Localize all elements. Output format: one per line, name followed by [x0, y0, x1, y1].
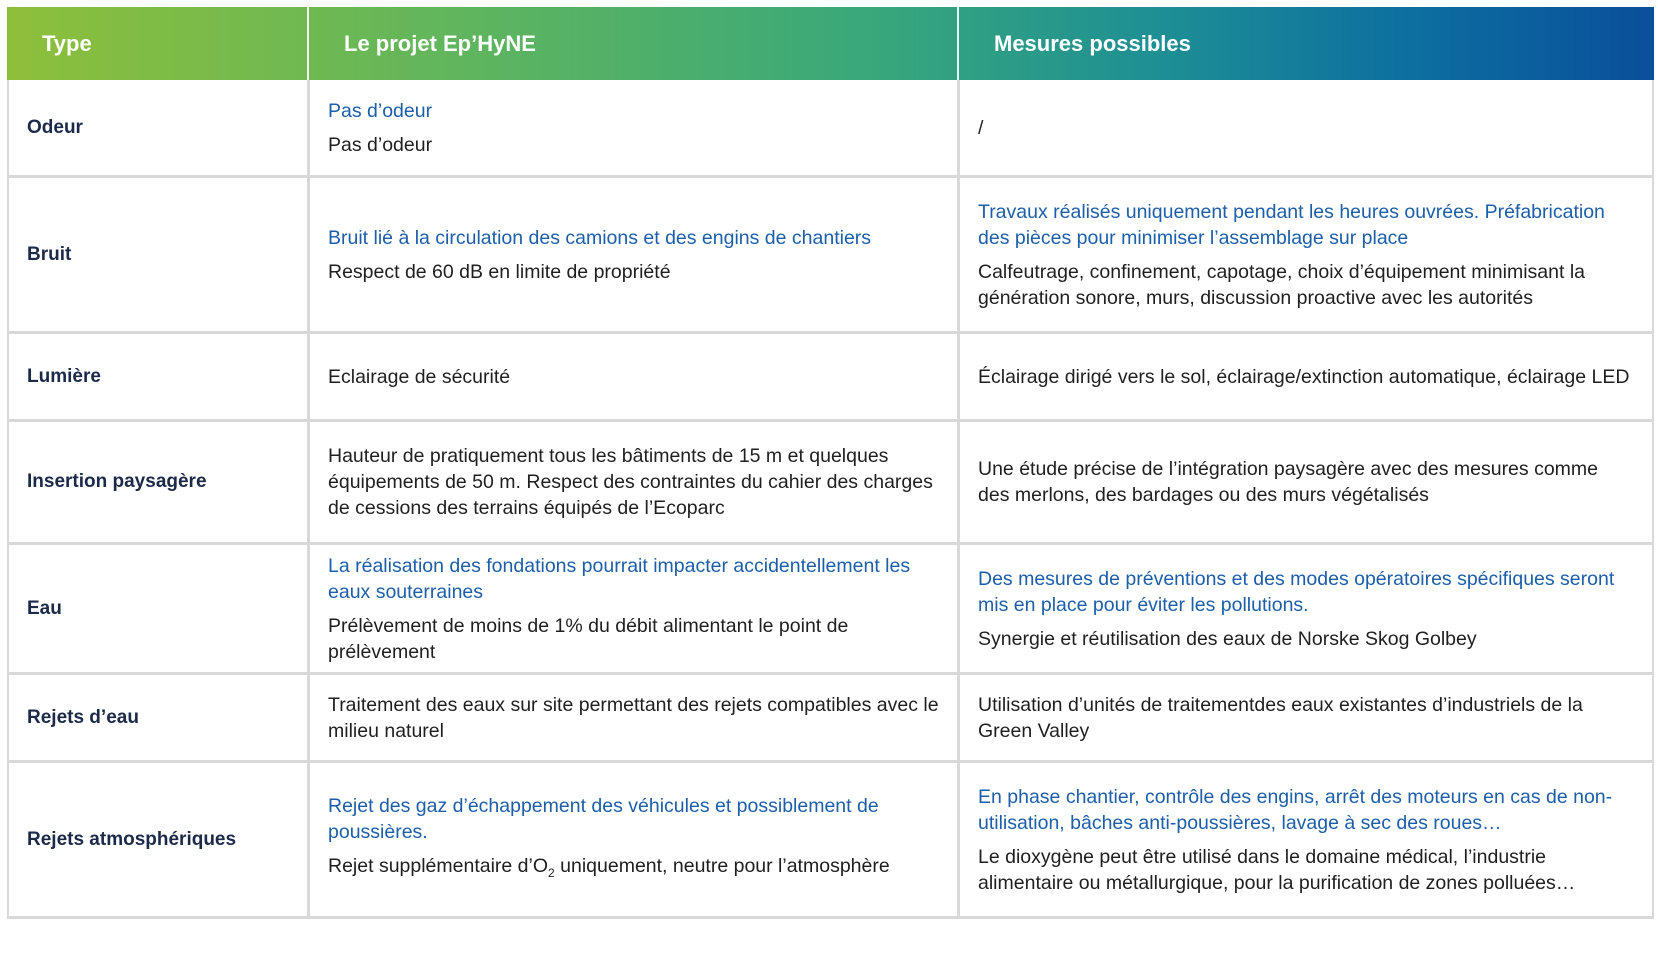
row-type: Eau	[7, 545, 307, 672]
projet-blue-text: Pas d’odeur	[328, 99, 433, 122]
table-row	[7, 545, 1654, 675]
projet-blue-text: La réalisation des fondations pourrait impacter accidentellement les eaux souterraines	[328, 554, 911, 603]
projet-dark-post: uniquement, neutre pour l’atmosphère	[554, 855, 890, 878]
mesures-dark-text: Synergie et réutilisation des eaux de Norske Skog Golbey	[978, 627, 1477, 650]
row-type: Insertion paysagère	[7, 422, 307, 542]
projet-dark-text: Eclairage de sécurité	[328, 365, 511, 388]
row-type: Odeur	[7, 80, 307, 175]
projet-dark-text: Respect de 60 dB en limite de propriété	[328, 260, 671, 283]
header-mesures	[957, 7, 1654, 80]
projet-cell	[307, 422, 957, 542]
mesures-cell	[957, 80, 1654, 175]
impact-table	[7, 7, 1654, 919]
row-type: Bruit	[7, 178, 307, 331]
subscript-2: 2	[548, 865, 555, 880]
mesures-dark-text: Éclairage dirigé vers le sol, éclairage/extinction automatique, éclairage LED	[978, 365, 1630, 388]
mesures-cell	[957, 334, 1654, 419]
mesures-blue-text: Des mesures de préventions et des modes opératoires spécifiques seront mis en place pour éviter les pollutions.	[978, 567, 1615, 616]
projet-cell	[307, 545, 957, 672]
projet-dark-pre: Rejet supplémentaire d’O	[328, 855, 549, 878]
row-type: Lumière	[7, 334, 307, 419]
projet-cell	[307, 675, 957, 760]
header-type: Type	[42, 30, 92, 56]
projet-blue-text: Bruit lié à la circulation des camions et des engins de chantiers	[328, 226, 872, 249]
mesures-dark-text: Une étude précise de l’intégration paysagère avec des mesures comme des merlons, des bardages ou des murs végétalisés	[978, 458, 1599, 506]
mesures-dark-text: Utilisation d’unités de traitementdes eaux existantes d’industriels de la Green Valley	[978, 693, 1583, 742]
projet-dark-text: Traitement des eaux sur site permettant des rejets compatibles avec le milieu naturel	[328, 693, 939, 742]
table-row	[7, 178, 1654, 334]
projet-blue-text: Rejet des gaz d’échappement des véhicules et possiblement de poussières.	[328, 795, 879, 844]
projet-dark-text: Pas d’odeur	[328, 133, 433, 156]
projet-dark-text: Hauteur de pratiquement tous les bâtiments de 15 m et quelques équipements de 50 m. Respect des contraintes du cahier des charges de cessions des terrains équipés de l’Ecoparc	[328, 445, 933, 519]
mesures-dark-text: Le dioxygène peut être utilisé dans le domaine médical, l’industrie alimentaire ou métallurgique, pour la purification de zones polluées…	[978, 845, 1576, 894]
mesures-cell	[957, 178, 1654, 331]
mesures-cell	[957, 763, 1654, 916]
row-type: Rejets atmosphériques	[7, 763, 307, 916]
table-row	[7, 334, 1654, 422]
projet-cell	[307, 763, 957, 916]
table-header	[7, 7, 1654, 80]
projet-dark-text: Prélèvement de moins de 1% du débit alimentant le point de prélèvement	[328, 614, 849, 663]
row-type: Rejets d’eau	[7, 675, 307, 760]
mesures-dark-text: Calfeutrage, confinement, capotage, choix d’équipement minimisant la génération sonore, murs, discussion proactive avec les autorités	[978, 260, 1586, 309]
mesures-blue-text: En phase chantier, contrôle des engins, arrêt des moteurs en cas de non-utilisation, bâches anti-poussières, lavage à sec des roues…	[978, 785, 1613, 834]
projet-cell	[307, 178, 957, 331]
mesures-cell	[957, 675, 1654, 760]
header-projet	[307, 7, 957, 80]
projet-cell	[307, 334, 957, 419]
mesures-blue-text: Travaux réalisés uniquement pendant les heures ouvrées. Préfabrication des pièces pour minimiser l’assemblage sur place	[978, 200, 1605, 249]
header-mesures-label: Mesures possibles	[994, 30, 1191, 56]
mesures-cell	[957, 422, 1654, 542]
table-row	[7, 675, 1654, 763]
projet-dark-text	[328, 853, 939, 886]
mesures-cell	[957, 545, 1654, 672]
mesures-dark-text: /	[978, 116, 984, 139]
header-projet-label: Le projet Ep’HyNE	[344, 30, 536, 56]
table-row	[7, 80, 1654, 178]
table-row	[7, 422, 1654, 545]
projet-cell	[307, 80, 957, 175]
table-row	[7, 763, 1654, 919]
